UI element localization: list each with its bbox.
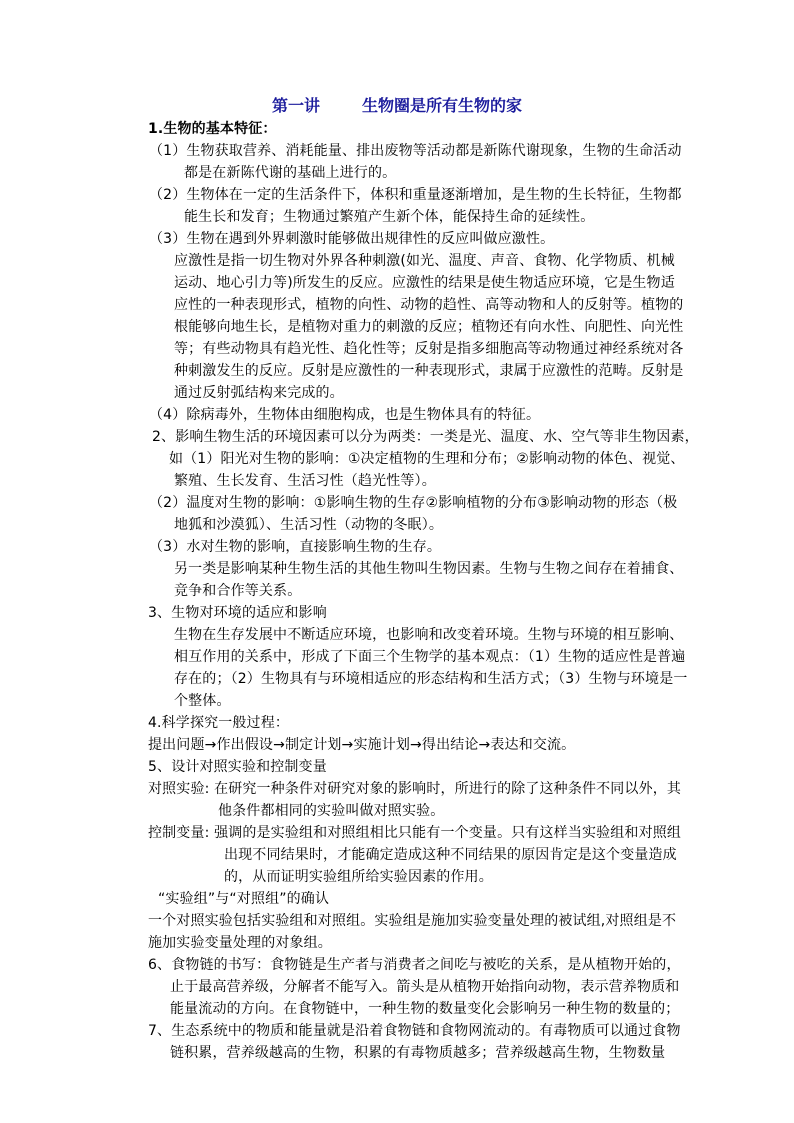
- text-line: 提出问题→作出假设→制定计划→实施计划→得出结论→表达和交流。: [148, 737, 576, 753]
- section-heading-4: 4.科学探究一般过程：: [148, 715, 290, 731]
- text-line: 应性的一种表现形式，植物的向性、动物的趋性、高等动物和人的反射等。植物的: [174, 297, 684, 313]
- lecture-number: 第一讲: [271, 96, 320, 115]
- section-heading-1: 1.生物的基本特征：: [148, 121, 277, 137]
- text-line: 另一类是影响某种生物生活的其他生物叫生物因素。生物与生物之间存在着捕食、: [174, 561, 684, 577]
- text-line: （1）生物获取营养、消耗能量、排出废物等活动都是新陈代谢现象，生物的生命活动: [149, 143, 682, 159]
- text-line: 种刺激发生的反应。反射是应激性的一种表现形式，隶属于应激性的范畴。反射是: [174, 363, 684, 379]
- text-line: 生物在生存发展中不断适应环境，也影响和改变着环境。生物与环境的相互影响、: [174, 627, 684, 643]
- text-line: 止于最高营养级，分解者不能写入。箭头是从植物开始指向动物，表示营养物质和: [170, 979, 680, 995]
- text-line: 竞争和合作等关系。: [174, 583, 302, 599]
- lecture-title: 生物圈是所有生物的家: [362, 96, 523, 115]
- text-line: （2）生物体在一定的生活条件下，体积和重量逐渐增加，是生物的生长特征，生物都: [149, 187, 682, 203]
- text-line: 对照实验: 在研究一种条件对研究对象的影响时，所进行的除了这种条件不同以外，其: [148, 781, 682, 797]
- text-line: （2）温度对生物的影响：①影响生物的生存②影响植物的分布③影响动物的形态（极: [149, 495, 678, 511]
- text-line: 能生长和发育；生物通过繁殖产生新个体，能保持生命的延续性。: [184, 209, 595, 225]
- text-line: 个整体。: [174, 693, 231, 709]
- text-line: 的，从而证明实验组所给实验因素的作用。: [224, 869, 493, 885]
- text-line: 根能够向地生长，是植物对重力的刺激的反应；植物还有向水性、向肥性、向光性: [174, 319, 684, 335]
- text-line: 相互作用的关系中，形成了下面三个生物学的基本观点：（1）生物的适应性是普遍: [174, 649, 686, 665]
- text-line: 繁殖、生长发育、生活习性（趋光性等）。: [174, 473, 436, 489]
- text-line: “实验组”与“对照组”的确认: [158, 891, 330, 907]
- text-line: （3）水对生物的影响，直接影响生物的生存。: [149, 539, 442, 555]
- section-heading-3: 3、生物对环境的适应和影响: [148, 605, 327, 621]
- text-line: 一个对照实验包括实验组和对照组。实验组是施加实验变量处理的被试组,对照组是不: [148, 913, 677, 929]
- text-line: 如（1）阳光对生物的影响：①决定植物的生理和分布；②影响动物的体色、视觉、: [169, 451, 685, 467]
- text-line: 出现不同结果时，才能确定造成这种不同结果的原因肯定是这个变量造成: [224, 847, 677, 863]
- section-heading-6: 6、食物链的书写：食物链是生产者与消费者之间吃与被吃的关系，是从植物开始的，: [148, 957, 681, 973]
- text-line: 等；有些动物具有趋光性、趋化性等；反射是指多细胞高等动物通过神经系统对各: [174, 341, 684, 357]
- text-line: 存在的；（2）生物具有与环境相适应的形态结构和生活方式；（3）生物与环境是一: [174, 671, 688, 687]
- text-line: 施加实验变量处理的对象组。: [148, 935, 332, 951]
- text-line: 通过反射弧结构来完成的。: [174, 385, 344, 401]
- text-line: 地狐和沙漠狐）、生活习性（动物的冬眠）。: [174, 517, 443, 533]
- text-line: 应激性是指一切生物对外界各种刺激(如光、温度、声音、食物、化学物质、机械: [174, 253, 675, 269]
- text-line: （4）除病毒外，生物体由细胞构成，也是生物体具有的特征。: [149, 407, 541, 423]
- text-line: 运动、地心引力等)所发生的反应。应激性的结果是使生物适应环境，它是生物适: [174, 275, 675, 291]
- section-heading-2: 2、影响生物生活的环境因素可以分为两类：一类是光、温度、水、空气等非生物因素，: [152, 429, 699, 445]
- text-line: 能量流动的方向。在食物链中，一种生物的数量变化会影响另一种生物的数量的；: [170, 1001, 680, 1017]
- page-title: [0, 94, 794, 118]
- text-line: 链积累，营养级越高的生物，积累的有毒物质越多；营养级越高生物，生物数量: [170, 1045, 666, 1061]
- text-line: 他条件都相同的实验叫做对照实验。: [218, 803, 445, 819]
- text-line: （3）生物在遇到外界刺激时能够做出规律性的反应叫做应激性。: [149, 231, 555, 247]
- section-heading-5: 5、设计对照实验和控制变量: [148, 759, 327, 775]
- section-heading-7: 7、生态系统中的物质和能量就是沿着食物链和食物网流动的。有毒物质可以通过食物: [148, 1023, 681, 1039]
- text-line: 控制变量: 强调的是实验组和对照组相比只能有一个变量。只有这样当实验组和对照组: [148, 825, 682, 841]
- text-line: 都是在新陈代谢的基础上进行的。: [184, 165, 397, 181]
